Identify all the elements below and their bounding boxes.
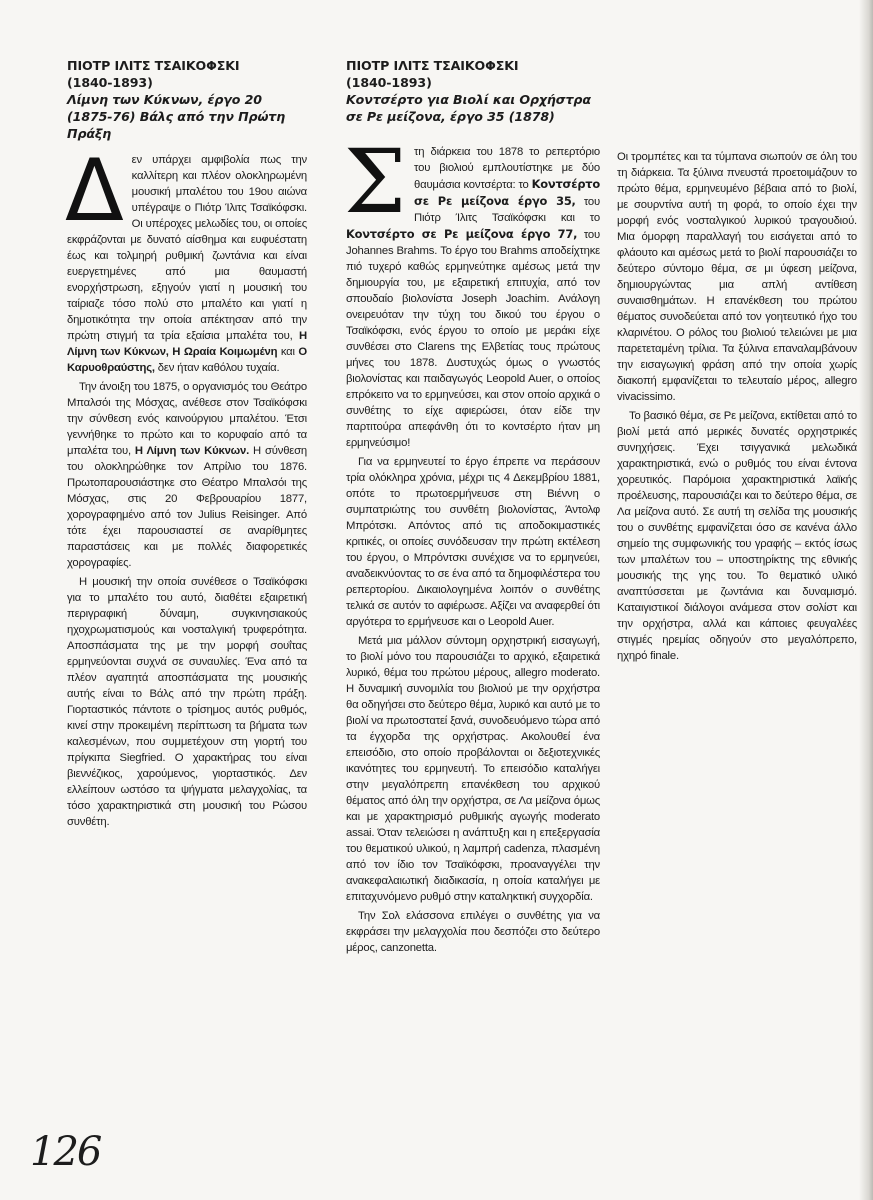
article-body	[617, 149, 857, 664]
paragraph: Το βασικό θέμα, σε Ρε μείζονα, εκτίθεται από το βιολί μετά από μερικές δυνατές ορχηστρικές συνηχήσεις. Έχει τσιγγανικά μελωδικά χαρακτηριστικά, ενώ ο ρυθμός του είναι έντονα χορευτικός. Παρόμοια χαρακτηριστικά λαϊκής προέλευσης, παρουσιάζει και το δεύτερο θέμα, σε Λα μείζονα αυτό. Σε αυτή τη σελίδα της μουσικής του ο συνθέτης εμφανίζεται όσο σε κανένα άλλο σημείο της συμφωνικής του γραφής – εκτός ίσως των μπαλέτων του – υποστηρίκτης της εθνικής μουσικής της γης του. Το θεματικό υλικό αναπτύσσεται με ζωντάνια και δυναμισμό. Καταιγιστικοί διάλογοι ανάμεσα στον σολίστ και την ορχήστρα, αλλά και κάποιες φευγαλέες στιγμές ηρεμίας οδηγούν στο μεγαλόπρεπο, ηχηρό finale.	[617, 410, 857, 662]
paragraph: Οι τρομπέτες και τα τύμπανα σιωπούν σε όλη του τη διάρκεια. Τα ξύλινα πνευστά προετοιμάζουν το πρώτο θέμα, ερμηνευμένο βέβαια από το βιολί, με σουρντίνα αυτή τη φορά, το οποίο έχει την μορφή ενός νοσταλγικού λυρικού τραγουδιού. Μια όμορφη παραλλαγή του εισάγεται από το φλάουτο και αμέσως μετά το βιολί παρουσιάζει το δεύτερο σύντομο θέμα, σε μι ύφεση μείζονα, δημιουργώντας μια απλή αντίθεση συναισθημάτων. Η επανέκθεση του πρώτου θέματος συνοδεύεται από τον γοητευτικό ήχο του κλαρινέτου. Ο ρόλος του βιολιού τελειώνει με μια παρετεταμένη τρίλια. Τα ξύλινα επαναλαμβάνουν την εισαγωγική φράση από την οποία χωρίς διακοπή εμφανίζεται το τελευταίο μέρος, allegro vivacissimo.	[617, 151, 857, 403]
paragraph-text: Την άνοιξη του 1875, ο οργανισμός του Θεάτρο Μπαλσόι της Μόσχας, ανέθεσε στον Τσαϊκόφσκι την σύνθεση ενός καινούργιου μπαλέτου. Έτσι γεννήθηκε το πρώτο και το κορυφαίο από τα μπαλέτα του,	[67, 381, 307, 457]
paragraph	[344, 130, 600, 451]
article-violin-concerto-continued	[617, 149, 857, 664]
paragraph	[67, 379, 307, 571]
work-title: Κοντσέρτο σε Ρε μείζονα έργο 77,	[346, 227, 578, 241]
page-number: 126	[30, 1129, 101, 1175]
paragraph-text: εν υπάρχει αμφιβολία πως την καλλίτερη και πλέον ολοκληρωμένη μουσική μπαλέτου του 19ου αιώνα υπέγραψε ο Πιότρ Ίλιτς Τσαϊκόφσκι. Οι υπέροχες μελωδίες του, οι οποίες εκφράζονται με δυνατό αίσθημα και ευφυέστατη έως και τολμηρή ρυθμική ζωντάνια και είναι ευεργετημένες από μια θαυμαστή ενορχήστρωση, εξηγούν γιατί η μουσική του ταίριαζε τόσο πολύ στο μπαλέτο και γιατί η δημοτικότητα την οποία απέκτησαν από την πρώτη στιγμή τα τρία εξαίσια μπαλέτα του,	[67, 154, 307, 342]
article-violin-concerto	[346, 57, 600, 956]
paragraph-text: τη διάρκεια του 1878 το ρεπερτόριο του βιολιού εμπλουτίστηκε με δύο θαυμάσια κοντσέρτα: το	[414, 146, 600, 191]
work-title: Ο Καρυοθραύστης,	[67, 346, 307, 374]
heading-composer: ΠΙΟΤΡ ΙΛΙΤΣ ΤΣΑΙΚΟΦΣΚΙ	[346, 58, 519, 73]
paragraph-text: και	[280, 346, 295, 358]
heading-years: (1840-1893)	[346, 75, 432, 90]
page-edge-shadow	[859, 0, 873, 1200]
work-title: Κοντσέρτο σε Ρε μείζονα έργο 35,	[414, 177, 600, 208]
heading-work: Λίμνη των Κύκνων, έργο 20 (1875-76) Βάλς από την Πρώτη Πράξη	[67, 92, 286, 141]
article-heading	[346, 57, 600, 134]
paragraph-text: του Johannes Brahms. Το έργο του Brahms αποδείχτηκε πιό τυχερό καθώς ερμηνεύτηκε αμέσως μετά την δημιουργία του, με εξαιρετική επιτυχία, από τον σπουδαίο βιολονίστα Joseph Joachim. Ανάλογη ονειρευόταν την τύχη του δικού του έργου ο Τσαϊκόφσκι, ενός έργου το οποίο με μεράκι είχε συνθέσει στο Clarens της Ελβετίας τους πρώτους μήνες του 1878. Δυστυχώς όμως ο γνωστός βιολονίστας και παιδαγωγός Leopold Auer, ο οποίος επρόκειτο να το ερμηνεύσει, και στον οποίο αρχικά ο συνθέτης το είχε αφιερώσει, όταν είδε την παρτιτούρα απεφάνθη ότι το κοντσέρτο ήταν μη ερμηνεύσιμο!	[346, 229, 600, 449]
paragraph: Για να ερμηνευτεί το έργο έπρεπε να περάσουν τρία ολόκληρα χρόνια, μέχρι τις 4 Δεκεμβρίου 1881, οπότε το πρωτοερμήνευσε στη Βιέννη ο συμπατριώτης του συνθέτη βιολονίστας, Άντολφ Μπρότσκι. Απόντος από τις αποδοκιμαστικές κριτικές, οι οποίες συνόδευσαν την πρώτη εκτέλεση του έργου, ο Μπρόντσκι συνέχισε να το ερμηνεύει, αναδεικνύοντας το σε ένα από τα δημοφιλέστερα του ρεπερτορίου. Δικαιολογημένα λοιπόν ο συνθέτης τελικά σε αυτόν το αφιέρωσε. Αξίζει να αναφερθεί ότι αργότερα το ερμήνευσε και ο Leopold Auer.	[346, 456, 600, 628]
heading-composer: ΠΙΟΤΡ ΙΛΙΤΣ ΤΣΑΙΚΟΦΣΚΙ	[67, 58, 240, 73]
paragraph: Η μουσική την οποία συνέθεσε ο Τσαϊκόφσκι για το μπαλέτο του αυτό, διαθέτει εξαιρετική περιγραφική δύναμη, συγκινησιακούς ηχοχρωματισμούς και νοσταλγική τρυφερότητα. Αποσπάσματα της με την μορφή σουΐτας ερμηνεύονται συχνά σε συναυλίες. Ένα από τα πλέον αγαπητά αποσπάσματα της μουσικής αυτής είναι το Βάλς από την πρώτη πράξη. Γιορταστικός πάντοτε ο τρίσημος αυτός ρυθμός, κινεί στην προκειμένη περίπτωση τα βήματα των καλεσμένων, που συμμετέχουν στη γιορτή του πρίγκιπα Siegfried. Ο χαρακτήρας του είναι βιεννέζικος, χαρούμενος, γιορταστικός. Δεν ελλείπουν ωστόσο τα ψήγματα μελαγχολίας, τα τόσο χαρακτηριστικά στη μουσική του Ρώσου συνθέτη.	[67, 576, 307, 828]
paragraph: Μετά μια μάλλον σύντομη ορχηστρική εισαγωγή, το βιολί μόνο του παρουσιάζει το αρχικό, εξαιρετικά λυρικό, θέμα του πρώτου μέρους, allegro moderato. Η δυναμική συνομιλία του βιολιού με την ορχήστρα θα οδηγήσει στο δεύτερο θέμα, λυρικό και αυτό με το βιολί να πρωτοστατεί ξανά, συνοδευόμενο τώρα από τα έγχορδα της ορχήστρας. Ακολουθεί ένα επεισόδιο, στο οποίο προβάλονται οι δεξιοτεχνικές ικανότητες του ερμηνευτή. Το επεισόδιο καταλήγει στην μεγαλόπρεπη επανέκθεση του αρχικού θέματος από όλη την ορχήστρα, σε Λα μείζονα όμως και με χαρακτηρισμό ρυθμικής αγωγής moderato assai. Όταν τελειώσει η ανάπτυξη και η επεξεργασία του θεματικού υλικού, η λαμπρή cadenza, πλασμένη από τον ίδιο τον Τσαϊκόφσκι, προαναγγέλει την ανακεφαλαιωτική διαδικασία, η οποία καταλήγει με επιταχυνόμενο ρυθμό στην καταληκτική συγχορδία.	[346, 635, 600, 903]
drop-cap: Δ	[65, 141, 124, 241]
work-title: Η Λίμνη των Κύκνων.	[134, 445, 250, 457]
article-body	[65, 141, 307, 830]
work-title: Η Λίμνη των Κύκνων, Η Ωραία Κοιμωμένη	[67, 330, 307, 358]
heading-work: Κοντσέρτο για Βιολί και Ορχήστρα σε Ρε μείζονα, έργο 35 (1878)	[346, 92, 591, 124]
paragraph-text: δεν ήταν καθόλου τυχαία.	[157, 362, 280, 374]
article-heading	[67, 57, 307, 142]
article-swan-lake	[67, 57, 307, 830]
drop-cap: Σ	[344, 130, 407, 233]
paragraph-text: του Πιότρ Ίλιτς Τσαϊκόφσκι και το	[414, 196, 600, 224]
paragraph	[65, 141, 307, 376]
paragraph: Την Σολ ελάσσονα επιλέγει ο συνθέτης για να εκφράσει την μελαγχολία που δεσπόζει στο δεύτερο μέρος, canzonetta.	[346, 910, 600, 954]
article-body	[344, 130, 600, 956]
paragraph-text: Η σύνθεση του ολοκληρώθηκε τον Απρίλιο του 1876. Πρωτοπαρουσιάστηκε στο Θέατρο Μπαλσόι της Μόσχας, στις 20 Φεβρουαρίου 1877, χορογραφημένο από τον Julius Reisinger. Από τότε έχει παρουσιαστεί σε αναρίθμητες παραστάσεις και με πολλές διαφορετικές χορογραφίες.	[67, 445, 307, 569]
heading-years: (1840-1893)	[67, 75, 153, 90]
